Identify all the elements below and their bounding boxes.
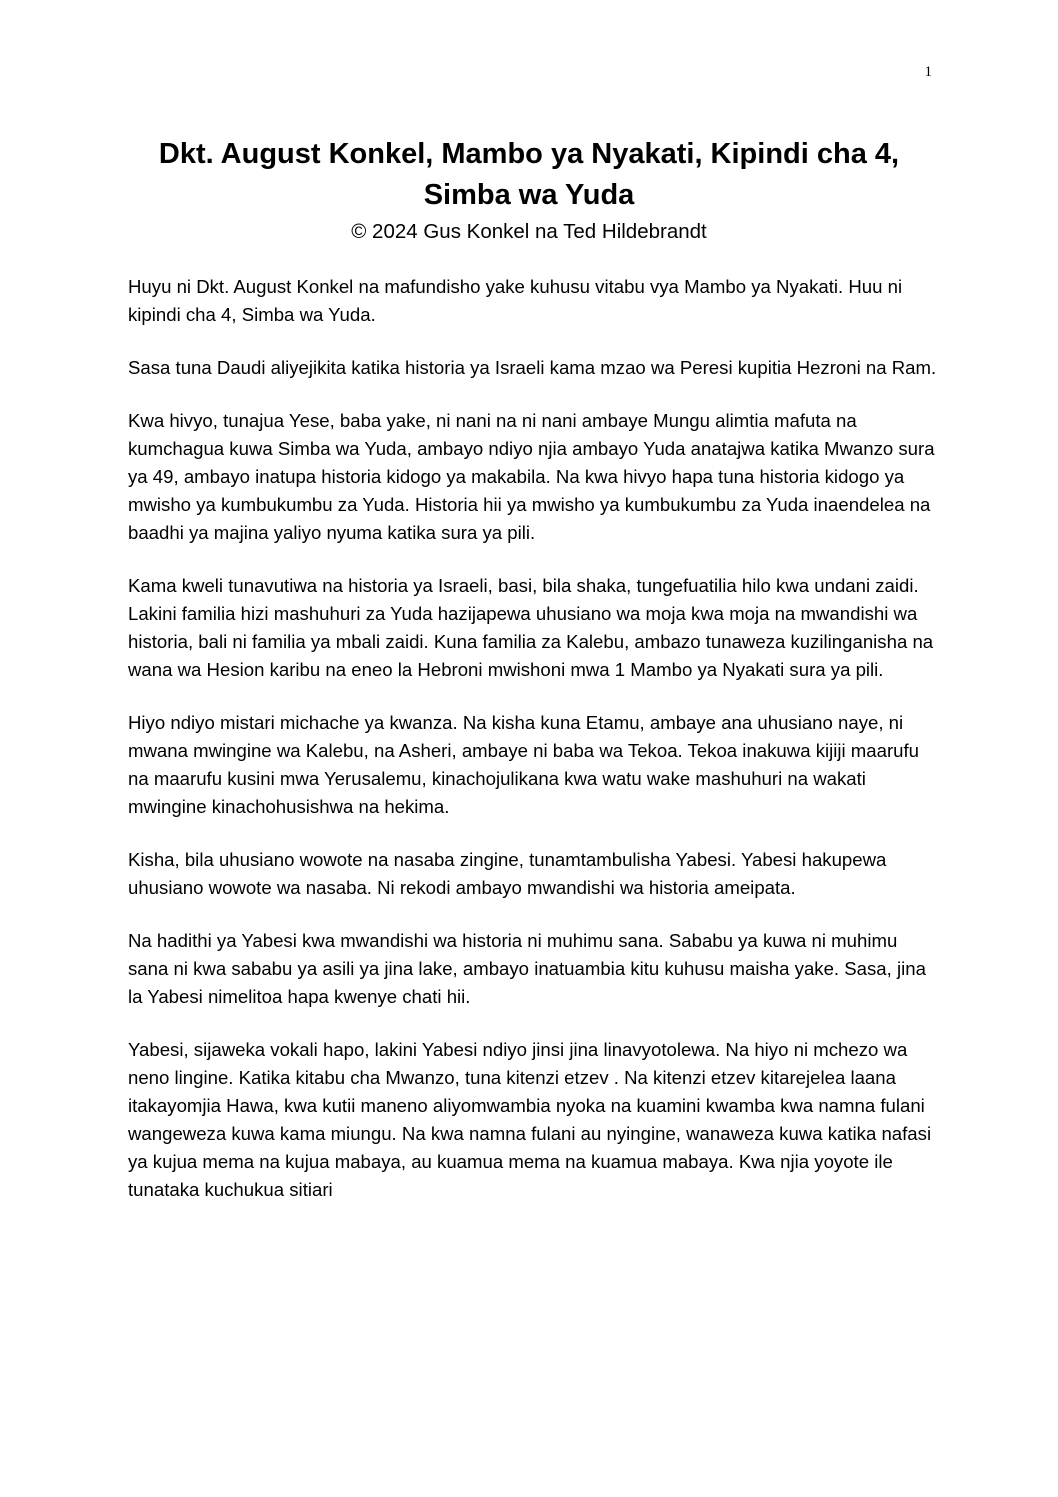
paragraph: Na hadithi ya Yabesi kwa mwandishi wa historia ni muhimu sana. Sababu ya kuwa ni muhimu sana ni kwa sababu ya asili ya jina lake, ambayo inatuambia kitu kuhusu maisha yake. Sasa, jina la Yabesi nimelitoa hapa kwenye chati hii.: [128, 930, 926, 1007]
title-line-2: Simba wa Yuda: [423, 179, 635, 211]
copyright-line: © 2024 Gus Konkel na Ted Hildebrandt: [351, 220, 707, 243]
paragraph: Kama kweli tunavutiwa na historia ya Israeli, basi, bila shaka, tungefuatilia hilo kwa undani zaidi. Lakini familia hizi mashuhuri za Yuda hazijapewa uhusiano wa moja kwa moja na mwandishi wa historia, bali ni familia ya mbali zaidi. Kuna familia za Kalebu, ambazo tunaweza kuzilinganisha na wana wa Hesion karibu na eneo la Hebroni mwishoni mwa 1 Mambo ya Nyakati sura ya pili.: [128, 575, 934, 680]
document-body: [128, 273, 938, 1229]
title-line-1: Dkt. August Konkel, Mambo ya Nyakati, Kipindi cha 4,: [158, 138, 900, 170]
paragraph: Sasa tuna Daudi aliyejikita katika historia ya Israeli kama mzao wa Peresi kupitia Hezroni na Ram.: [128, 357, 937, 378]
page-number: 1: [924, 64, 932, 80]
paragraph: Kisha, bila uhusiano wowote na nasaba zingine, tunamtambulisha Yabesi. Yabesi hakupewa uhusiano wowote wa nasaba. Ni rekodi ambayo mwandishi wa historia ameipata.: [128, 849, 887, 898]
paragraph: Kwa hivyo, tunajua Yese, baba yake, ni nani na ni nani ambaye Mungu alimtia mafuta na kumchagua kuwa Simba wa Yuda, ambayo ndiyo njia ambayo Yuda anatajwa katika Mwanzo sura ya 49, ambayo inatupa historia kidogo ya makabila. Na kwa hivyo hapa tuna historia kidogo ya mwisho ya kumbukumbu za Yuda. Historia hii ya mwisho ya kumbukumbu za Yuda inaendelea na baadhi ya majina yaliyo nyuma katika sura ya pili.: [128, 410, 935, 543]
paragraph: Huyu ni Dkt. August Konkel na mafundisho yake kuhusu vitabu vya Mambo ya Nyakati. Huu ni kipindi cha 4, Simba wa Yuda.: [128, 276, 903, 325]
paragraph: Hiyo ndiyo mistari michache ya kwanza. Na kisha kuna Etamu, ambaye ana uhusiano naye, ni mwana mwingine wa Kalebu, na Asheri, ambaye ni baba wa Tekoa. Tekoa inakuwa kijiji maarufu na maarufu kusini mwa Yerusalemu, kinachojulikana kwa watu wake mashuhuri na wakati mwingine kinachohusishwa na hekima.: [128, 712, 920, 817]
document-title: [100, 134, 958, 216]
paragraph: Yabesi, sijaweka vokali hapo, lakini Yabesi ndiyo jinsi jina linavyotolewa. Na hiyo ni mchezo wa neno lingine. Katika kitabu cha Mwanzo, tuna kitenzi etzev . Na kitenzi etzev kitarejelea laana itakayomjia Hawa, kwa kutii maneno aliyomwambia nyoka na kuamini kwamba kwa namna fulani wangeweza kuwa kama miungu. Na kwa namna fulani au nyingine, wanaweza kuwa katika nafasi ya kujua mema na kujua mabaya, au kuamua mema na kuamua mabaya. Kwa njia yoyote ile tunataka kuchukua sitiari: [128, 1039, 932, 1200]
